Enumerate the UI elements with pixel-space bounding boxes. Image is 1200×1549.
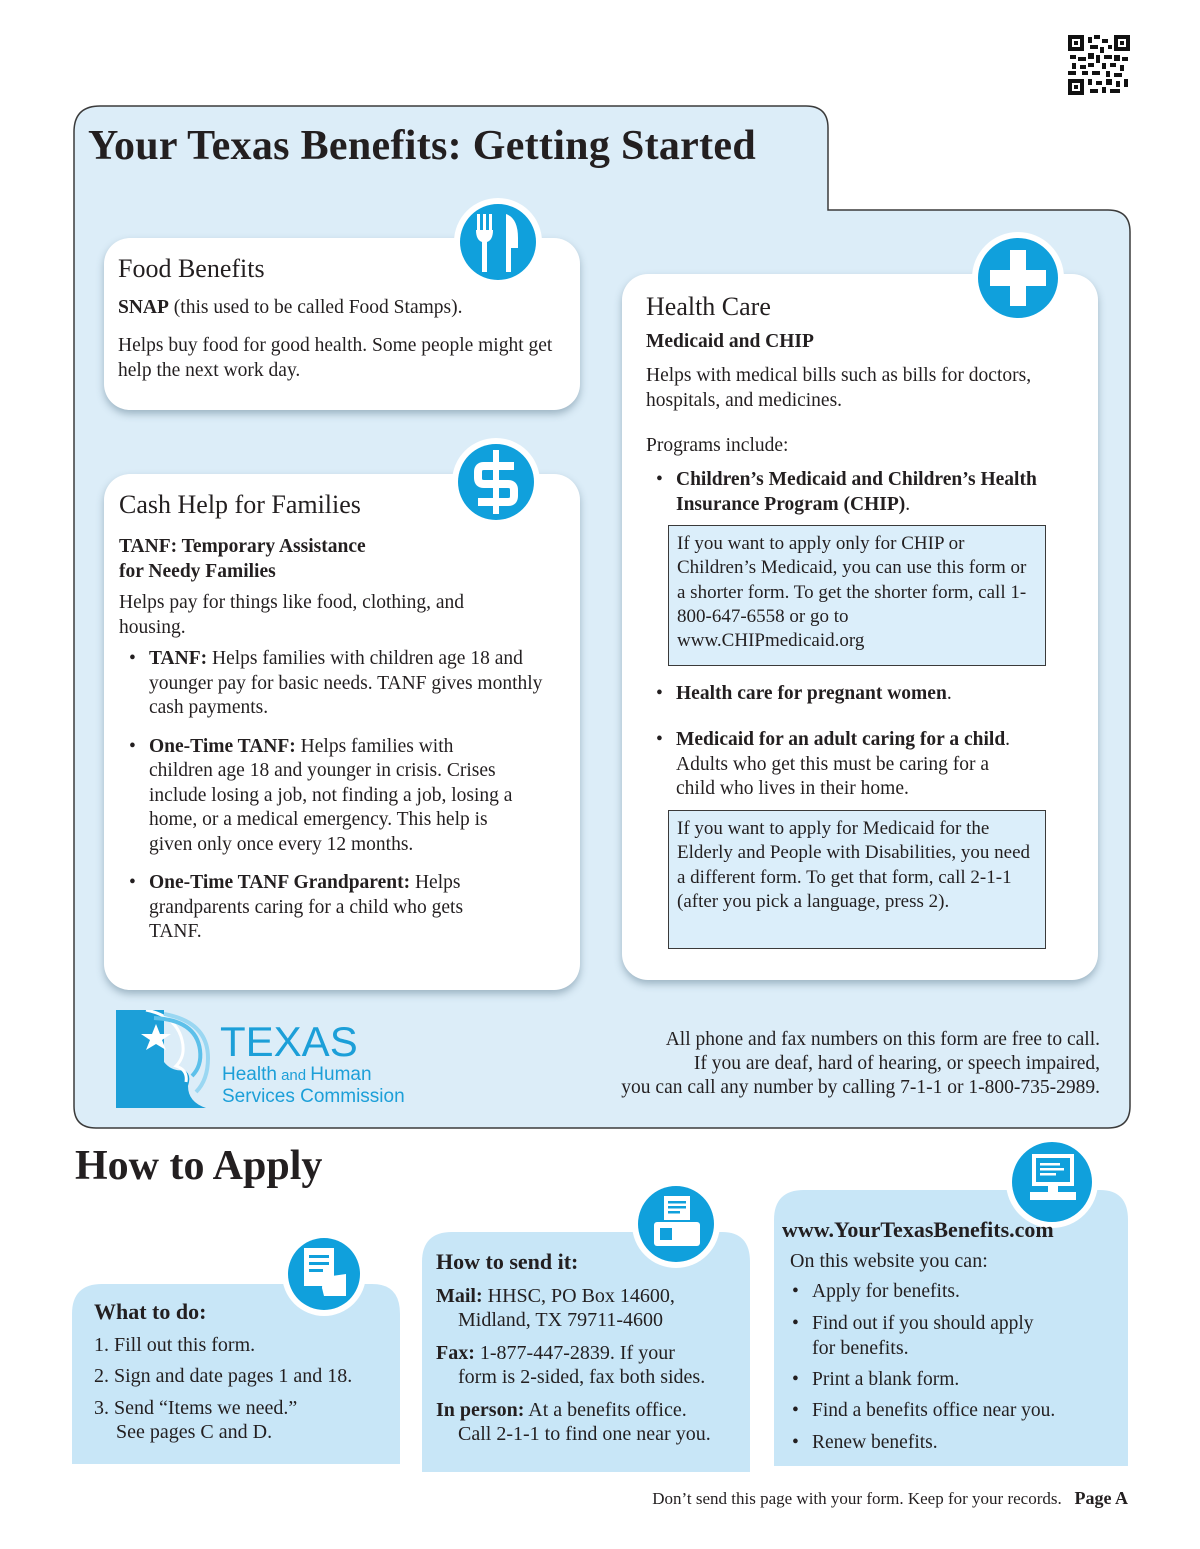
phone-free-note: All phone and fax numbers on this form are free to call. If you are deaf, hard of hearing, or speech impaired, you can call any number by calling 7-1-1 or 1-800-735-2989. — [621, 1029, 1100, 1098]
page-label: Page A — [1074, 1488, 1128, 1508]
web-item-print: • Print a blank form. — [782, 1368, 1122, 1393]
how-to-apply-title: How to Apply — [75, 1143, 323, 1189]
computer-icon — [1020, 1148, 1086, 1214]
web-item-apply: • Apply for benefits. — [782, 1280, 1122, 1305]
cash-list — [119, 647, 549, 945]
how-to-send-text: How to send it: Mail: HHSC, PO Box 14600, Midland, TX 79711-4600 Fax: 1-877-447-2839. If your form is 2-sided, fax both sides. In person: At a benefits office. Call 2-1-1 to find one near you. — [436, 1250, 756, 1447]
send-heading: How to send it: — [436, 1249, 579, 1274]
programs-label: Programs include: — [646, 435, 789, 456]
medical-cross-icon — [970, 230, 1066, 326]
dollar-icon — [450, 436, 542, 528]
fork-knife-icon — [452, 196, 544, 288]
form-hand-icon — [294, 1244, 354, 1304]
web-item-renew: • Renew benefits. — [782, 1431, 1122, 1456]
send-in-person: In person: At a benefits office. — [436, 1398, 687, 1421]
health-heading: Health Care — [646, 292, 771, 321]
logo-services-commission: Services Commission — [222, 1086, 405, 1107]
send-fax: Fax: 1-877-447-2839. If your — [436, 1341, 675, 1364]
cash-description: Helps pay for things like food, clothing, and housing. — [119, 592, 464, 638]
what-to-do-text: What to do: 1. Fill out this form. 2. Sign and date pages 1 and 18. 3. Send “Items we need.” See pages C and D. — [94, 1300, 394, 1445]
logo-texas: TEXAS — [220, 1018, 358, 1065]
cash-heading: Cash Help for Families — [119, 490, 361, 519]
fax-icon — [646, 1192, 706, 1252]
web-item-office: • Find a benefits office near you. — [782, 1399, 1122, 1424]
health-item-pregnant: • Health care for pregnant women. — [646, 682, 1096, 707]
send-mail: Mail: HHSC, PO Box 14600, — [436, 1284, 675, 1307]
website-heading: www.YourTexasBenefits.com — [782, 1217, 1054, 1242]
bottom-note: Don’t send this page with your form. Keep for your records. Page A — [652, 1488, 1128, 1508]
hhsc-logo — [116, 1010, 426, 1110]
website-text: www.YourTexasBenefits.com On this website you can: • Apply for benefits. • Find out if you should apply for benefits. • Print a blank form. • Find a benefits office near you. • Renew benefits. — [782, 1218, 1122, 1455]
web-item-find-out: • Find out if you should apply — [782, 1312, 1122, 1337]
health-subheading: Medicaid and CHIP — [646, 331, 814, 352]
cash-item-grandparent: • One-Time TANF Grandparent: Helps grandparents caring for a child who gets TANF. — [119, 871, 469, 945]
chip-info-box: If you want to apply only for CHIP or Children’s Medicaid, you can use this form or a shorter form. To get the shorter form, call 1-800-647-6558 or go to www.CHIPmedicaid.org — [668, 525, 1046, 666]
food-snap-line: SNAP (this used to be called Food Stamps). — [118, 297, 463, 318]
health-description: Helps with medical bills such as bills for doctors, hospitals, and medicines. — [646, 365, 1032, 411]
health-item-adult: • Medicaid for an adult caring for a child. Adults who get this must be caring for a child who lives in their home. — [646, 728, 1096, 802]
cash-item-tanf: • TANF: Helps families with children age 18 and younger pay for basic needs. TANF gives monthly cash payments. — [119, 647, 559, 721]
health-item-children: • Children’s Medicaid and Children’s Health Insurance Program (CHIP). — [646, 468, 1076, 517]
cash-subheading: TANF: Temporary Assistance for Needy Families — [119, 536, 366, 582]
what-heading: What to do: — [94, 1299, 207, 1324]
cash-help-card — [104, 474, 580, 990]
food-description: Helps buy food for good health. Some people might get help the next work day. — [118, 335, 553, 381]
logo-health-human: Health and Human — [222, 1064, 372, 1085]
elderly-info-box: If you want to apply for Medicaid for the Elderly and People with Disabilities, you need a different form. To get that form, call 2-1-1 (after you pick a language, press 2). — [668, 810, 1046, 949]
page-title: Your Texas Benefits: Getting Started — [88, 123, 757, 169]
food-heading: Food Benefits — [118, 254, 265, 283]
cash-item-one-time: • One-Time TANF: Helps families with children age 18 and younger in crisis. Crises include losing a job, not finding a job, losing a home, or a medical emergency. This help is given only once every 12 months. — [119, 735, 519, 858]
